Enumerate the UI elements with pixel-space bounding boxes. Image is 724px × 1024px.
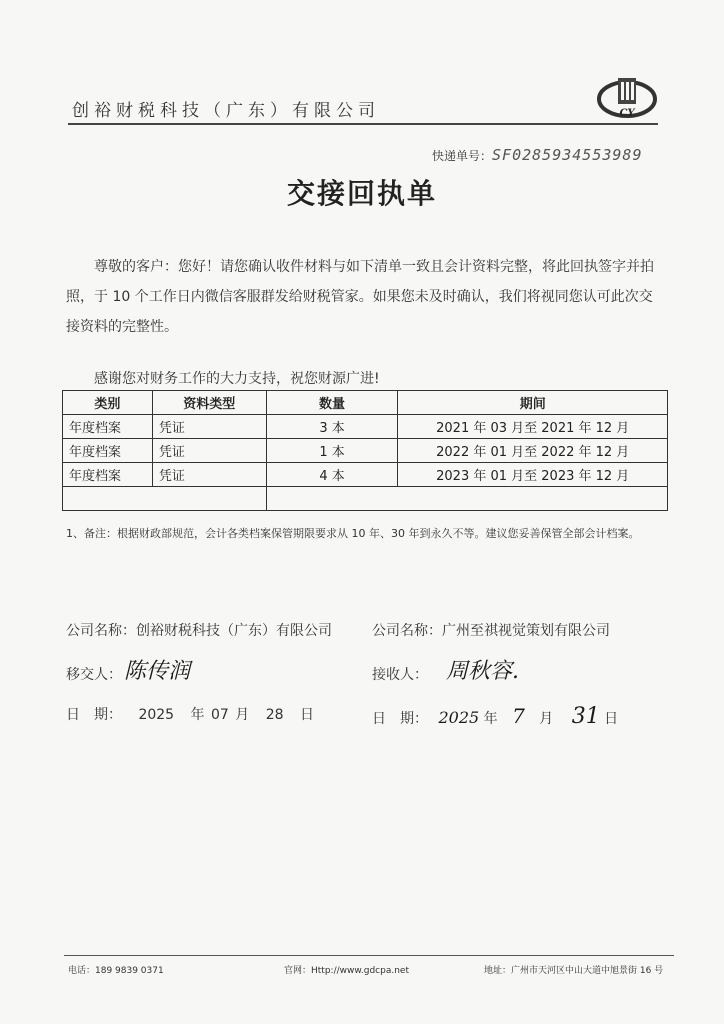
column-header: 资料类型 [152,391,266,415]
receiver-date-label: 日 期： [372,711,428,727]
sender-day-unit: 日 [300,707,315,723]
company-logo-icon [596,72,658,122]
table-row [63,439,668,463]
sender-date-label: 日 期： [66,707,122,723]
column-header: 期间 [398,391,668,415]
company-header: 创裕财税科技（广东）有限公司 [72,101,380,121]
table-cell: 年度档案 [63,463,153,487]
receiver-date-month: 7 [512,704,525,728]
sender-signature: 陈传润 [124,659,191,684]
table-cell: 年度档案 [63,415,153,439]
logo-text: CY [619,108,635,119]
table-row-empty [63,487,668,511]
sender-date [66,704,314,724]
sender-date-year: 2025 [138,707,175,723]
sender-person-label: 移交人： [66,667,122,683]
table-row [63,463,668,487]
sender-company [66,620,332,640]
receiver-company-label: 公司名称： [372,623,442,639]
table-cell: 2021 年 03 月至 2021 年 12 月 [398,415,668,439]
receiver-month-unit: 月 [539,711,554,727]
thanks-line: 感谢您对财务工作的大力支持，祝您财源广进! [94,371,380,387]
footer-divider [64,955,674,956]
column-header: 数量 [266,391,398,415]
archive-note: 1、备注：根据财政部规范，会计各类档案保管期限要求从 10 年、30 年到永久不等。建议您妥善保管全部会计档案。 [66,527,640,540]
handover-table [62,390,668,511]
receiver-date-day: 31 [571,704,600,729]
header-divider [68,123,658,125]
footer-phone: 电话：189 9839 0371 [68,966,164,976]
receiver-year-unit: 年 [483,711,498,727]
table-cell: 凭证 [152,415,266,439]
table-cell [63,487,267,511]
receiver-day-unit: 日 [604,711,619,727]
footer-website: 官网：Http://www.gdcpa.net [284,966,409,976]
receiver-date-year: 2025 [438,708,480,727]
footer-address: 地址：广州市天河区中山大道中旭景街 16 号 [484,966,664,976]
table-cell [266,487,667,511]
express-number-value: SF0285934553989 [492,146,643,164]
intro-paragraph: 尊敬的客户：您好！请您确认收件材料与如下清单一致且会计资料完整，将此回执签字并拍照，于 10 个工作日内微信客服群发给财税管家。如果您未及时确认，我们将视同您认可此次交接资料的完整性。 [66,259,654,335]
sender-company-label: 公司名称： [66,623,136,639]
receiver-company [372,620,610,640]
table-cell: 2023 年 01 月至 2023 年 12 月 [398,463,668,487]
sender-month-unit: 月 [235,707,250,723]
receiver-person-label: 接收人： [372,667,428,683]
express-number [432,146,642,164]
express-label: 快递单号： [432,149,493,163]
table-cell: 2022 年 01 月至 2022 年 12 月 [398,439,668,463]
receiver-date [372,704,618,729]
sender-date-day: 28 [265,707,284,723]
table-cell: 3 本 [266,415,398,439]
receiver-company-value: 广州至祺视觉策划有限公司 [442,623,610,639]
sender-year-unit: 年 [190,707,205,723]
table-cell: 年度档案 [63,439,153,463]
table-row [63,415,668,439]
column-header: 类别 [63,391,153,415]
table-cell: 4 本 [266,463,398,487]
table-cell: 凭证 [152,439,266,463]
receiver-signature: 周秋容. [446,659,519,684]
sender-date-month: 07 [211,707,229,723]
table-cell: 凭证 [152,463,266,487]
table-cell: 1 本 [266,439,398,463]
table-header-row [63,391,668,415]
document-title: 交接回执单 [286,177,437,210]
sender-company-value: 创裕财税科技（广东）有限公司 [136,623,332,639]
